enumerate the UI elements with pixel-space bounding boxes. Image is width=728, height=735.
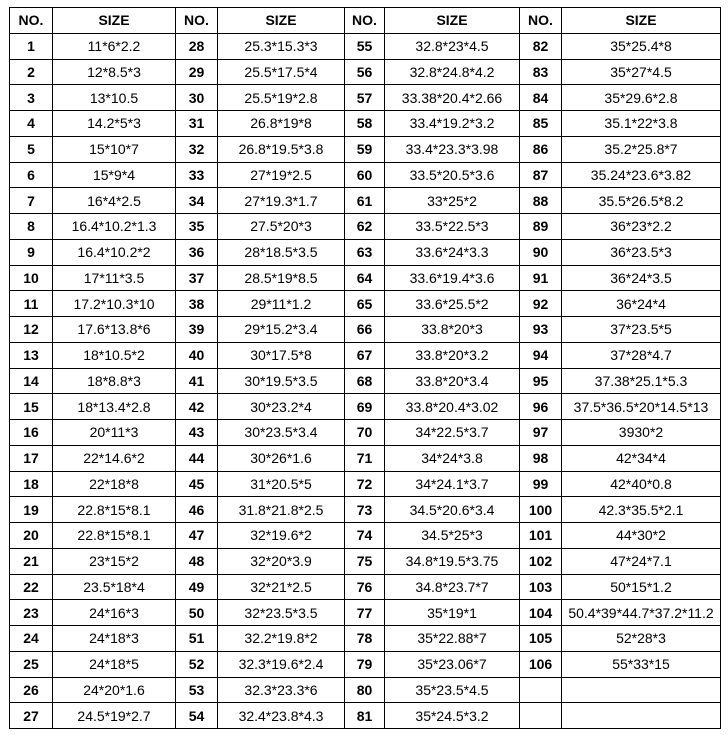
size-cell: 37*23.5*5 [562,317,721,343]
size-cell: 26.8*19*8 [218,111,345,137]
size-cell: 33.4*23.3*3.98 [385,136,520,162]
number-cell: 92 [520,291,562,317]
size-cell: 42*34*4 [562,445,721,471]
size-cell: 31*20.5*5 [218,471,345,497]
size-cell: 35*23.06*7 [385,651,520,677]
size-cell: 36*23*2.2 [562,214,721,240]
number-cell: 7 [10,188,53,214]
size-cell: 29*15.2*3.4 [218,317,345,343]
size-cell: 18*13.4*2.8 [53,394,176,420]
number-cell: 10 [10,265,53,291]
number-cell: 40 [176,342,218,368]
size-cell: 29*11*1.2 [218,291,345,317]
table-row [10,214,721,240]
size-cell: 35*22.88*7 [385,626,520,652]
number-cell: 35 [176,214,218,240]
size-cell: 47*24*7.1 [562,548,721,574]
number-cell: 99 [520,471,562,497]
number-cell: 52 [176,651,218,677]
size-cell: 33.38*20.4*2.66 [385,85,520,111]
size-cell: 3930*2 [562,420,721,446]
size-cell: 18*10.5*2 [53,342,176,368]
size-cell: 15*10*7 [53,136,176,162]
table-row [10,445,721,471]
size-cell: 37.5*36.5*20*14.5*13 [562,394,721,420]
size-cell: 35*25.4*8 [562,33,721,59]
table-row [10,523,721,549]
number-cell: 87 [520,162,562,188]
size-cell: 30*26*1.6 [218,445,345,471]
size-cell: 35*23.5*4.5 [385,677,520,703]
table-row [10,162,721,188]
number-cell: 54 [176,703,218,729]
number-cell: 58 [345,111,385,137]
size-cell [562,703,721,729]
number-cell: 85 [520,111,562,137]
number-cell: 65 [345,291,385,317]
number-cell: 100 [520,497,562,523]
size-cell: 25.5*17.5*4 [218,59,345,85]
size-cell: 32.3*19.6*2.4 [218,651,345,677]
size-cell: 16.4*10.2*1.3 [53,214,176,240]
size-cell: 25.5*19*2.8 [218,85,345,111]
size-cell: 34*22.5*3.7 [385,420,520,446]
size-cell: 30*23.2*4 [218,394,345,420]
size-cell: 24*18*3 [53,626,176,652]
size-cell: 31.8*21.8*2.5 [218,497,345,523]
number-cell: 25 [10,651,53,677]
number-cell: 49 [176,574,218,600]
number-cell: 30 [176,85,218,111]
number-cell [520,677,562,703]
number-cell: 2 [10,59,53,85]
number-cell: 72 [345,471,385,497]
number-cell: 78 [345,626,385,652]
number-cell: 13 [10,342,53,368]
number-cell: 82 [520,33,562,59]
size-cell: 34.5*25*3 [385,523,520,549]
size-cell: 36*24*3.5 [562,265,721,291]
number-cell: 89 [520,214,562,240]
number-cell: 51 [176,626,218,652]
size-cell: 44*30*2 [562,523,721,549]
table-row [10,420,721,446]
number-cell: 33 [176,162,218,188]
number-cell: 86 [520,136,562,162]
size-cell: 33.8*20*3.4 [385,368,520,394]
size-cell: 33.6*25.5*2 [385,291,520,317]
number-cell: 1 [10,33,53,59]
size-cell [562,677,721,703]
number-cell: 98 [520,445,562,471]
size-cell: 36*24*4 [562,291,721,317]
number-cell: 36 [176,239,218,265]
number-cell: 106 [520,651,562,677]
number-cell: 45 [176,471,218,497]
number-cell: 28 [176,33,218,59]
table-row [10,136,721,162]
number-cell: 91 [520,265,562,291]
number-cell: 16 [10,420,53,446]
number-cell: 68 [345,368,385,394]
size-cell: 37.38*25.1*5.3 [562,368,721,394]
size-cell: 35*19*1 [385,600,520,626]
number-cell: 67 [345,342,385,368]
number-cell: 60 [345,162,385,188]
number-cell: 62 [345,214,385,240]
size-cell: 23.5*18*4 [53,574,176,600]
number-cell: 61 [345,188,385,214]
number-cell: 97 [520,420,562,446]
size-cell: 33.8*20*3.2 [385,342,520,368]
size-cell: 22.8*15*8.1 [53,523,176,549]
number-cell: 9 [10,239,53,265]
number-cell: 20 [10,523,53,549]
number-cell: 34 [176,188,218,214]
table-row [10,265,721,291]
table-row [10,291,721,317]
table-row [10,651,721,677]
size-cell: 28*18.5*3.5 [218,239,345,265]
size-cell: 16*4*2.5 [53,188,176,214]
size-cell: 32*19.6*2 [218,523,345,549]
table-body [10,33,721,728]
size-cell: 33.5*20.5*3.6 [385,162,520,188]
size-cell: 50.4*39*44.7*37.2*11.2 [562,600,721,626]
size-cell: 17.6*13.8*6 [53,317,176,343]
number-cell: 15 [10,394,53,420]
table-row [10,59,721,85]
number-cell: 76 [345,574,385,600]
number-cell: 14 [10,368,53,394]
number-cell: 75 [345,548,385,574]
size-cell: 50*15*1.2 [562,574,721,600]
number-cell: 71 [345,445,385,471]
size-cell: 34.8*19.5*3.75 [385,548,520,574]
number-cell: 70 [345,420,385,446]
table-row [10,368,721,394]
table-row [10,111,721,137]
size-cell: 35.1*22*3.8 [562,111,721,137]
number-cell: 80 [345,677,385,703]
size-cell: 23*15*2 [53,548,176,574]
number-cell: 102 [520,548,562,574]
number-cell: 69 [345,394,385,420]
size-cell: 34.8*23.7*7 [385,574,520,600]
size-cell: 37*28*4.7 [562,342,721,368]
number-cell: 63 [345,239,385,265]
number-cell: 8 [10,214,53,240]
number-cell: 3 [10,85,53,111]
size-cell: 18*8.8*3 [53,368,176,394]
size-cell: 22.8*15*8.1 [53,497,176,523]
number-cell: 81 [345,703,385,729]
size-cell: 33.6*19.4*3.6 [385,265,520,291]
number-cell: 73 [345,497,385,523]
size-cell: 32.4*23.8*4.3 [218,703,345,729]
number-cell: 101 [520,523,562,549]
number-cell: 17 [10,445,53,471]
size-cell: 27*19.3*1.7 [218,188,345,214]
size-cell: 42.3*35.5*2.1 [562,497,721,523]
number-cell: 57 [345,85,385,111]
number-cell: 47 [176,523,218,549]
header-no: NO. [176,8,218,34]
number-cell: 105 [520,626,562,652]
number-cell: 22 [10,574,53,600]
number-cell: 43 [176,420,218,446]
size-cell: 15*9*4 [53,162,176,188]
number-cell: 18 [10,471,53,497]
size-cell: 32*20*3.9 [218,548,345,574]
number-cell: 38 [176,291,218,317]
table-row [10,394,721,420]
number-cell: 64 [345,265,385,291]
number-cell: 103 [520,574,562,600]
size-cell: 20*11*3 [53,420,176,446]
table-row [10,317,721,343]
number-cell: 19 [10,497,53,523]
size-cell: 33.8*20.4*3.02 [385,394,520,420]
number-cell: 66 [345,317,385,343]
table-row [10,548,721,574]
number-cell: 23 [10,600,53,626]
table-row [10,471,721,497]
header-no: NO. [520,8,562,34]
size-cell: 33*25*2 [385,188,520,214]
size-cell: 36*23.5*3 [562,239,721,265]
header-size: SIZE [385,8,520,34]
table-row [10,342,721,368]
size-cell: 33.4*19.2*3.2 [385,111,520,137]
size-cell: 35.5*26.5*8.2 [562,188,721,214]
size-cell: 22*14.6*2 [53,445,176,471]
table-header [10,8,721,34]
size-cell: 26.8*19.5*3.8 [218,136,345,162]
number-cell: 31 [176,111,218,137]
number-cell: 95 [520,368,562,394]
header-size: SIZE [218,8,345,34]
table-row [10,677,721,703]
table-row [10,188,721,214]
number-cell: 77 [345,600,385,626]
size-cell: 24*16*3 [53,600,176,626]
number-cell [520,703,562,729]
size-cell: 14.2*5*3 [53,111,176,137]
size-cell: 34.5*20.6*3.4 [385,497,520,523]
number-cell: 42 [176,394,218,420]
size-table [9,7,721,729]
number-cell: 48 [176,548,218,574]
number-cell: 32 [176,136,218,162]
header-no: NO. [10,8,53,34]
number-cell: 93 [520,317,562,343]
header-size: SIZE [53,8,176,34]
number-cell: 46 [176,497,218,523]
size-cell: 16.4*10.2*2 [53,239,176,265]
size-cell: 13*10.5 [53,85,176,111]
number-cell: 39 [176,317,218,343]
size-cell: 35*24.5*3.2 [385,703,520,729]
size-cell: 30*19.5*3.5 [218,368,345,394]
number-cell: 84 [520,85,562,111]
number-cell: 56 [345,59,385,85]
size-cell: 32.8*23*4.5 [385,33,520,59]
size-cell: 30*17.5*8 [218,342,345,368]
size-cell: 32*23.5*3.5 [218,600,345,626]
size-cell: 34*24.1*3.7 [385,471,520,497]
table-row [10,239,721,265]
size-cell: 27*19*2.5 [218,162,345,188]
number-cell: 26 [10,677,53,703]
number-cell: 90 [520,239,562,265]
number-cell: 27 [10,703,53,729]
size-cell: 32.8*24.8*4.2 [385,59,520,85]
number-cell: 53 [176,677,218,703]
number-cell: 12 [10,317,53,343]
number-cell: 83 [520,59,562,85]
header-size: SIZE [562,8,721,34]
number-cell: 50 [176,600,218,626]
size-cell: 35*29.6*2.8 [562,85,721,111]
table-row [10,626,721,652]
number-cell: 55 [345,33,385,59]
table-row [10,574,721,600]
table-row [10,85,721,111]
size-cell: 33.5*22.5*3 [385,214,520,240]
table-row [10,33,721,59]
size-cell: 17.2*10.3*10 [53,291,176,317]
size-cell: 33.8*20*3 [385,317,520,343]
size-cell: 24.5*19*2.7 [53,703,176,729]
size-cell: 28.5*19*8.5 [218,265,345,291]
size-cell: 35.2*25.8*7 [562,136,721,162]
number-cell: 79 [345,651,385,677]
number-cell: 21 [10,548,53,574]
number-cell: 104 [520,600,562,626]
number-cell: 88 [520,188,562,214]
number-cell: 29 [176,59,218,85]
number-cell: 6 [10,162,53,188]
number-cell: 74 [345,523,385,549]
number-cell: 11 [10,291,53,317]
size-cell: 24*18*5 [53,651,176,677]
number-cell: 96 [520,394,562,420]
size-cell: 17*11*3.5 [53,265,176,291]
number-cell: 5 [10,136,53,162]
size-cell: 42*40*0.8 [562,471,721,497]
size-cell: 35.24*23.6*3.82 [562,162,721,188]
size-cell: 12*8.5*3 [53,59,176,85]
header-no: NO. [345,8,385,34]
size-cell: 24*20*1.6 [53,677,176,703]
size-cell: 34*24*3.8 [385,445,520,471]
size-cell: 52*28*3 [562,626,721,652]
number-cell: 24 [10,626,53,652]
number-cell: 94 [520,342,562,368]
number-cell: 41 [176,368,218,394]
size-cell: 35*27*4.5 [562,59,721,85]
size-cell: 32.2*19.8*2 [218,626,345,652]
table-row [10,703,721,729]
size-cell: 25.3*15.3*3 [218,33,345,59]
number-cell: 37 [176,265,218,291]
table-row [10,497,721,523]
size-cell: 32*21*2.5 [218,574,345,600]
size-cell: 55*33*15 [562,651,721,677]
size-cell: 27.5*20*3 [218,214,345,240]
size-cell: 33.6*24*3.3 [385,239,520,265]
size-cell: 11*6*2.2 [53,33,176,59]
number-cell: 4 [10,111,53,137]
size-cell: 32.3*23.3*6 [218,677,345,703]
size-cell: 30*23.5*3.4 [218,420,345,446]
number-cell: 44 [176,445,218,471]
table-row [10,600,721,626]
header-row [10,8,721,34]
size-cell: 22*18*8 [53,471,176,497]
number-cell: 59 [345,136,385,162]
